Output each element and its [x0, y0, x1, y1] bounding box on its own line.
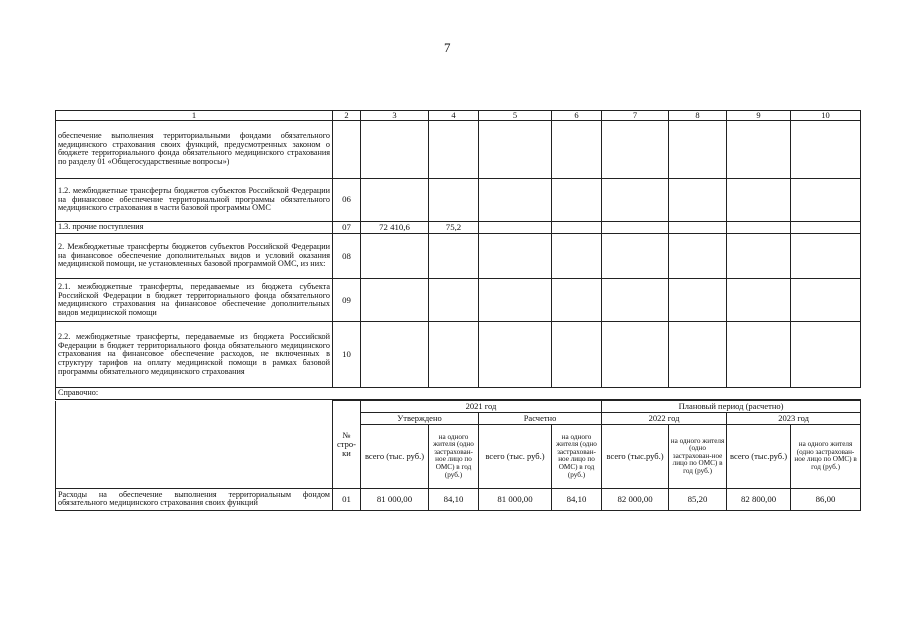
cell-value: 85,20 — [669, 488, 727, 510]
total-header: всего (тыс. руб.) — [361, 424, 429, 488]
row-code: 07 — [333, 221, 361, 233]
column-header: 8 — [669, 111, 727, 121]
row-code: 10 — [333, 322, 361, 388]
column-header: 3 — [361, 111, 429, 121]
table-row — [56, 234, 861, 279]
cell-value: 84,10 — [552, 488, 602, 510]
year-header: 2022 год — [602, 412, 727, 424]
financial-table — [55, 110, 861, 400]
row-code: 09 — [333, 279, 361, 322]
column-header: 2 — [333, 111, 361, 121]
planned-period-header: Плановый период (расчетно) — [602, 401, 861, 413]
per-capita-header: на одного жителя (одно застрахован-ное лицо по ОМС) в год (руб.) — [552, 424, 602, 488]
per-capita-header: на одного жителя (одно застрахован-ное лицо по ОМС) в год (руб.) — [669, 424, 727, 488]
cell-value: 84,10 — [429, 488, 479, 510]
cell-value: 72 410,6 — [361, 221, 429, 233]
table-row — [56, 120, 861, 178]
cell-value: 75,2 — [429, 221, 479, 233]
column-header: 9 — [727, 111, 791, 121]
per-capita-header: на одного жителя (одно застрахован-ное лицо по ОМС) в год (руб.) — [791, 424, 861, 488]
total-header: всего (тыс. руб.) — [479, 424, 552, 488]
approved-header: Утверждено — [361, 412, 479, 424]
row-description: Расходы на обеспечение выполнения территориальным фондом обязательного медицинского страхования своих функций — [56, 488, 333, 510]
cell-value: 81 000,00 — [361, 488, 429, 510]
row-code — [333, 120, 361, 178]
cell-value: 86,00 — [791, 488, 861, 510]
estimated-header: Расчетно — [479, 412, 602, 424]
year-header: 2021 год — [361, 401, 602, 413]
row-code: 01 — [333, 488, 361, 510]
year-header: 2023 год — [727, 412, 861, 424]
table-row — [56, 279, 861, 322]
row-description: 1.3. прочие поступления — [56, 221, 333, 233]
column-header: 10 — [791, 111, 861, 121]
reference-table — [55, 400, 861, 511]
total-header: всего (тыс.руб.) — [727, 424, 791, 488]
per-capita-header: на одного жителя (одно застрахован-ное лицо по ОМС) в год (руб.) — [429, 424, 479, 488]
reference-label: Справочно: — [56, 388, 861, 400]
cell-value: 82 800,00 — [727, 488, 791, 510]
table-row — [56, 221, 861, 233]
row-description: 2. Межбюджетные трансферты бюджетов субъектов Российской Федерации на финансовое обеспечение дополнительных видов и условий оказания медицинской помощи, не установленных базовой программой ОМС, из них: — [56, 234, 333, 279]
table-row — [56, 322, 861, 388]
cell-value: 81 000,00 — [479, 488, 552, 510]
row-description: 2.1. межбюджетные трансферты, передаваемые из бюджета субъекта Российской Федерации в бюджет территориального фонда обязательного медицинского страхования на финансовое обеспечение дополнительных видов медицинской помощи — [56, 279, 333, 322]
column-number-row — [56, 111, 861, 121]
row-code: 06 — [333, 178, 361, 221]
table-row — [56, 488, 861, 510]
cell-value: 82 000,00 — [602, 488, 669, 510]
page-number: 7 — [444, 40, 451, 55]
row-description: 1.2. межбюджетные трансферты бюджетов субъектов Российской Федерации на финансовое обеспечение территориальной программы обязательного медицинского страхования в части базовой программы ОМС — [56, 178, 333, 221]
total-header: всего (тыс.руб.) — [602, 424, 669, 488]
row-description: обеспечение выполнения территориальными фондами обязательного медицинского страхования своих функций, предусмотренных законом о бюджете территориального фонда обязательного медицинского страхования по разделу 01 «Общегосударственные вопросы») — [56, 120, 333, 178]
column-header: 7 — [602, 111, 669, 121]
column-header: 6 — [552, 111, 602, 121]
reference-row — [56, 388, 861, 400]
column-header: 4 — [429, 111, 479, 121]
table-row — [56, 178, 861, 221]
row-description: 2.2. межбюджетные трансферты, передаваемые из бюджета Российской Федерации в бюджет территориального фонда обязательного медицинского страхования на финансовое обеспечение расходов, не включенных в структуру тарифов на оплату медицинской помощи в рамках базовой программы обязательного медицинского страхования — [56, 322, 333, 388]
column-header: 5 — [479, 111, 552, 121]
column-header: 1 — [56, 111, 333, 121]
row-code: 08 — [333, 234, 361, 279]
row-number-header: № стро-ки — [333, 401, 361, 489]
